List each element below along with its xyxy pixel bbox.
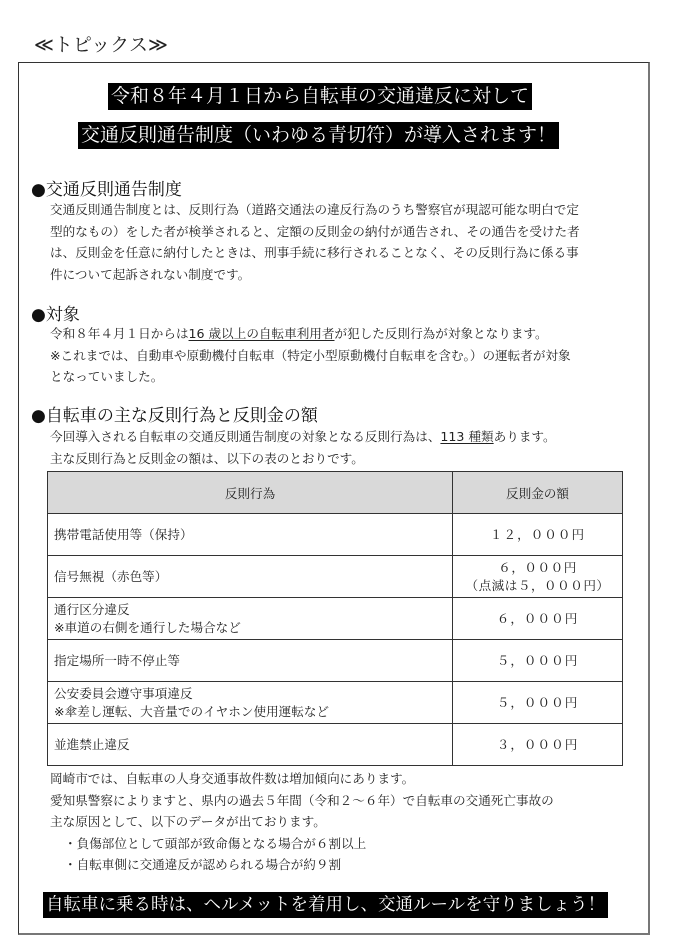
violation-note: ※傘差し運転、大音量でのイヤホン使用運転など	[54, 703, 330, 719]
violation-name: 通行区分違反	[54, 601, 130, 617]
amount-cell	[453, 598, 623, 640]
text: 今回導入される自転車の交通反則通告制度の対象となる反則行為は、	[50, 429, 441, 444]
section-heading-target: ●対象	[31, 305, 80, 325]
bullet-item: ・負傷部位として頭部が致命傷となる場合が６割以上	[64, 835, 367, 851]
body-line: となっていました。	[50, 369, 164, 384]
amount-note: （点滅は５，０００円）	[465, 577, 610, 593]
table-row	[48, 682, 623, 724]
underlined-text: 16 歳以上の自転車利用者	[188, 326, 335, 341]
violation-name: 並進禁止違反	[54, 736, 130, 752]
table-row	[48, 514, 623, 556]
headline-line-2: 交通反則通告制度（いわゆる青切符）が導入されます！	[78, 122, 559, 149]
violation-note: ※車道の右側を通行した場合など	[54, 619, 241, 635]
violation-cell	[48, 682, 453, 724]
violation-name: 公安委員会遵守事項違反	[54, 685, 193, 701]
amount: ６，０００円	[496, 610, 579, 626]
table-header-row	[48, 472, 623, 514]
body-line: 型的なもの）をした者が検挙されると、定額の反則金の納付が通告され、その通告を受けた者	[50, 223, 580, 239]
table-row	[48, 556, 623, 598]
body-line: 主な反則行為と反則金の額は、以下の表のとおりです。	[50, 450, 364, 466]
amount: ３，０００円	[496, 736, 579, 752]
header-violation: 反則行為	[48, 472, 453, 514]
amount: ５，０００円	[496, 652, 579, 668]
section-body-fines	[50, 426, 630, 469]
section-heading-system: ●交通反則通告制度	[31, 180, 182, 200]
body-line	[50, 323, 630, 345]
accident-info	[50, 768, 630, 876]
violation-name: 携帯電話使用等（保持）	[54, 526, 193, 542]
section-body-target	[50, 323, 630, 388]
amount-cell	[453, 514, 623, 556]
violation-cell	[48, 556, 453, 598]
text: 令和８年４月１日からは	[50, 326, 189, 341]
amount-cell	[453, 682, 623, 724]
table-row	[48, 724, 623, 766]
topics-title: ≪トピックス≫	[34, 34, 168, 56]
violation-cell	[48, 724, 453, 766]
header-amount: 反則金の額	[453, 472, 623, 514]
body-line: 件について起訴されない制度です。	[50, 266, 251, 282]
violation-name: 信号無視（赤色等）	[54, 568, 168, 584]
body-line: は、反則金を任意に納付したときは、刑事手続に移行されることなく、その反則行為に係る事	[50, 245, 579, 260]
table-row	[48, 640, 623, 682]
amount: １２，０００円	[489, 526, 586, 542]
section-body-system	[50, 199, 630, 285]
body-line: ※これまでは、自動車や原動機付自転車（特定小型原動機付自転車を含む。）の運転者が対象	[50, 347, 571, 363]
headline-line-1: 令和８年４月１日から自転車の交通違反に対して	[108, 83, 532, 110]
body-line: 交通反則通告制度とは、反則行為（道路交通法の違反行為のうち警察官が現認可能な明白で定	[50, 202, 579, 217]
amount-cell	[453, 724, 623, 766]
amount-cell	[453, 640, 623, 682]
body-line: 主な原因として、以下のデータが出ております。	[50, 814, 326, 829]
table-row	[48, 598, 623, 640]
violation-cell	[48, 598, 453, 640]
violation-cell	[48, 640, 453, 682]
amount-cell	[453, 556, 623, 598]
body-line: 岡崎市では、自転車の人身交通事故件数は増加傾向にあります。	[50, 771, 415, 786]
amount: ６，０００円	[498, 559, 577, 575]
text: あります。	[493, 429, 556, 444]
body-line: 愛知県警察によりますと、県内の過去５年間（令和２～６年）で自転車の交通死亡事故の	[50, 792, 554, 808]
body-line	[50, 426, 630, 448]
violation-name: 指定場所一時不停止等	[54, 652, 180, 668]
amount: ５，０００円	[496, 694, 579, 710]
violation-cell	[48, 514, 453, 556]
fines-table	[47, 471, 623, 766]
bullet-item: ・自転車側に交通違反が認められる場合が約９割	[64, 857, 342, 872]
underlined-text: 113 種類	[440, 429, 494, 444]
helmet-banner: 自転車に乗る時は、ヘルメットを着用し、交通ルールを守りましょう！	[43, 892, 608, 918]
section-heading-fines: ●自転車の主な反則行為と反則金の額	[31, 406, 318, 426]
text: が犯した反則行為が対象となります。	[334, 326, 548, 341]
